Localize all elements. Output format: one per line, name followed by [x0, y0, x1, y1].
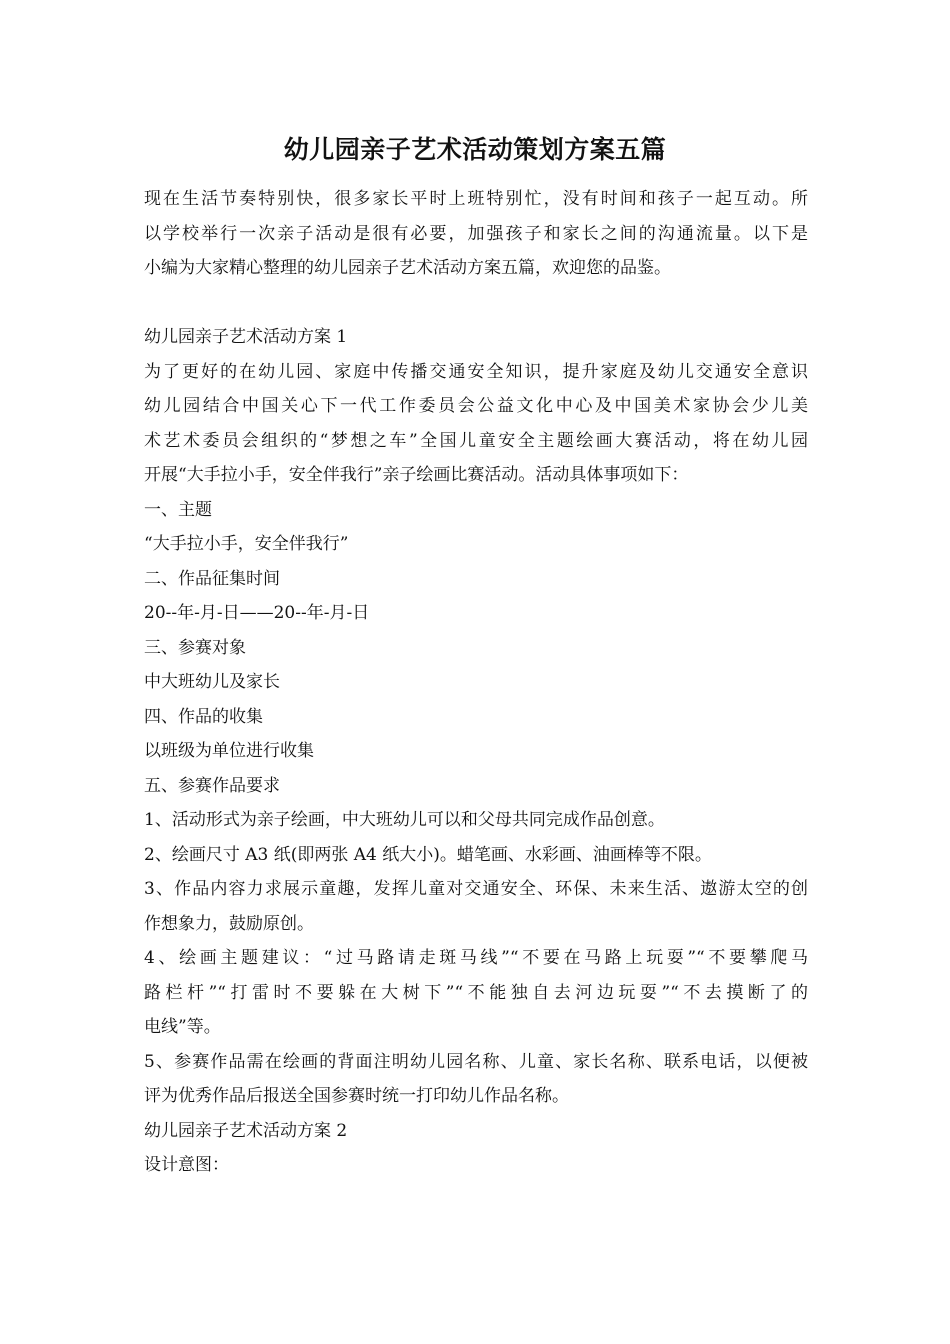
- intro-line: 小编为大家精心整理的幼儿园亲子艺术活动方案五篇，欢迎您的品鉴。: [144, 258, 671, 278]
- body-line: 幼儿园结合中国关心下一代工作委员会公益文化中心及中国美术家协会少儿美: [144, 396, 808, 416]
- paragraph-spacer: [144, 286, 808, 321]
- body-line: 以班级为单位进行收集: [144, 741, 314, 761]
- intro-line: 现在生活节奏特别快，很多家长平时上班特别忙，没有时间和孩子一起互动。所: [144, 189, 808, 209]
- requirement-item: 1、活动形式为亲子绘画，中大班幼儿可以和父母共同完成作品创意。: [144, 810, 665, 830]
- requirement-item: 评为优秀作品后报送全国参赛时统一打印幼儿作品名称。: [144, 1086, 569, 1106]
- list-heading: 三、参赛对象: [144, 637, 246, 658]
- requirement-item: 4、绘画主题建议：“过马路请走斑马线”“不要在马路上玩耍”“不要攀爬马: [144, 948, 808, 968]
- body-line: 为了更好的在幼儿园、家庭中传播交通安全知识，提升家庭及幼儿交通安全意识: [144, 361, 808, 382]
- requirement-item: 3、作品内容力求展示童趣，发挥儿童对交通安全、环保、未来生活、遨游太空的创: [144, 879, 808, 899]
- body-line: 术艺术委员会组织的“梦想之车”全国儿童安全主题绘画大赛活动，将在幼儿园: [144, 430, 808, 451]
- requirement-item: 作想象力，鼓励原创。: [144, 913, 314, 934]
- body-line: “大手拉小手，安全伴我行”: [144, 534, 349, 554]
- document-body: [144, 182, 808, 1183]
- section-heading: 幼儿园亲子艺术活动方案 2: [144, 1120, 348, 1141]
- list-heading: 四、作品的收集: [144, 706, 263, 727]
- requirement-item: 电线”等。: [144, 1017, 221, 1037]
- body-line: 20--年-月-日——20--年-月-日: [144, 603, 370, 623]
- body-line: 中大班幼儿及家长: [144, 672, 280, 692]
- list-heading: 五、参赛作品要求: [144, 775, 280, 796]
- document-title: 幼儿园亲子艺术活动策划方案五篇: [283, 135, 667, 164]
- requirement-item: 路栏杆”“打雷时不要躲在大树下”“不能独自去河边玩耍”“不去摸断了的: [144, 982, 808, 1003]
- body-line: 设计意图：: [144, 1155, 229, 1175]
- list-heading: 一、主题: [144, 499, 212, 520]
- list-heading: 二、作品征集时间: [144, 568, 280, 589]
- intro-line: 以学校举行一次亲子活动是很有必要，加强孩子和家长之间的沟通流量。以下是: [144, 223, 808, 244]
- body-line: 开展“大手拉小手，安全伴我行”亲子绘画比赛活动。活动具体事项如下：: [144, 465, 689, 485]
- section-heading: 幼儿园亲子艺术活动方案 1: [144, 327, 348, 347]
- requirement-item: 5、参赛作品需在绘画的背面注明幼儿园名称、儿童、家长名称、联系电话，以便被: [144, 1051, 808, 1072]
- requirement-item: 2、绘画尺寸 A3 纸(即两张 A4 纸大小)。蜡笔画、水彩画、油画棒等不限。: [144, 844, 712, 865]
